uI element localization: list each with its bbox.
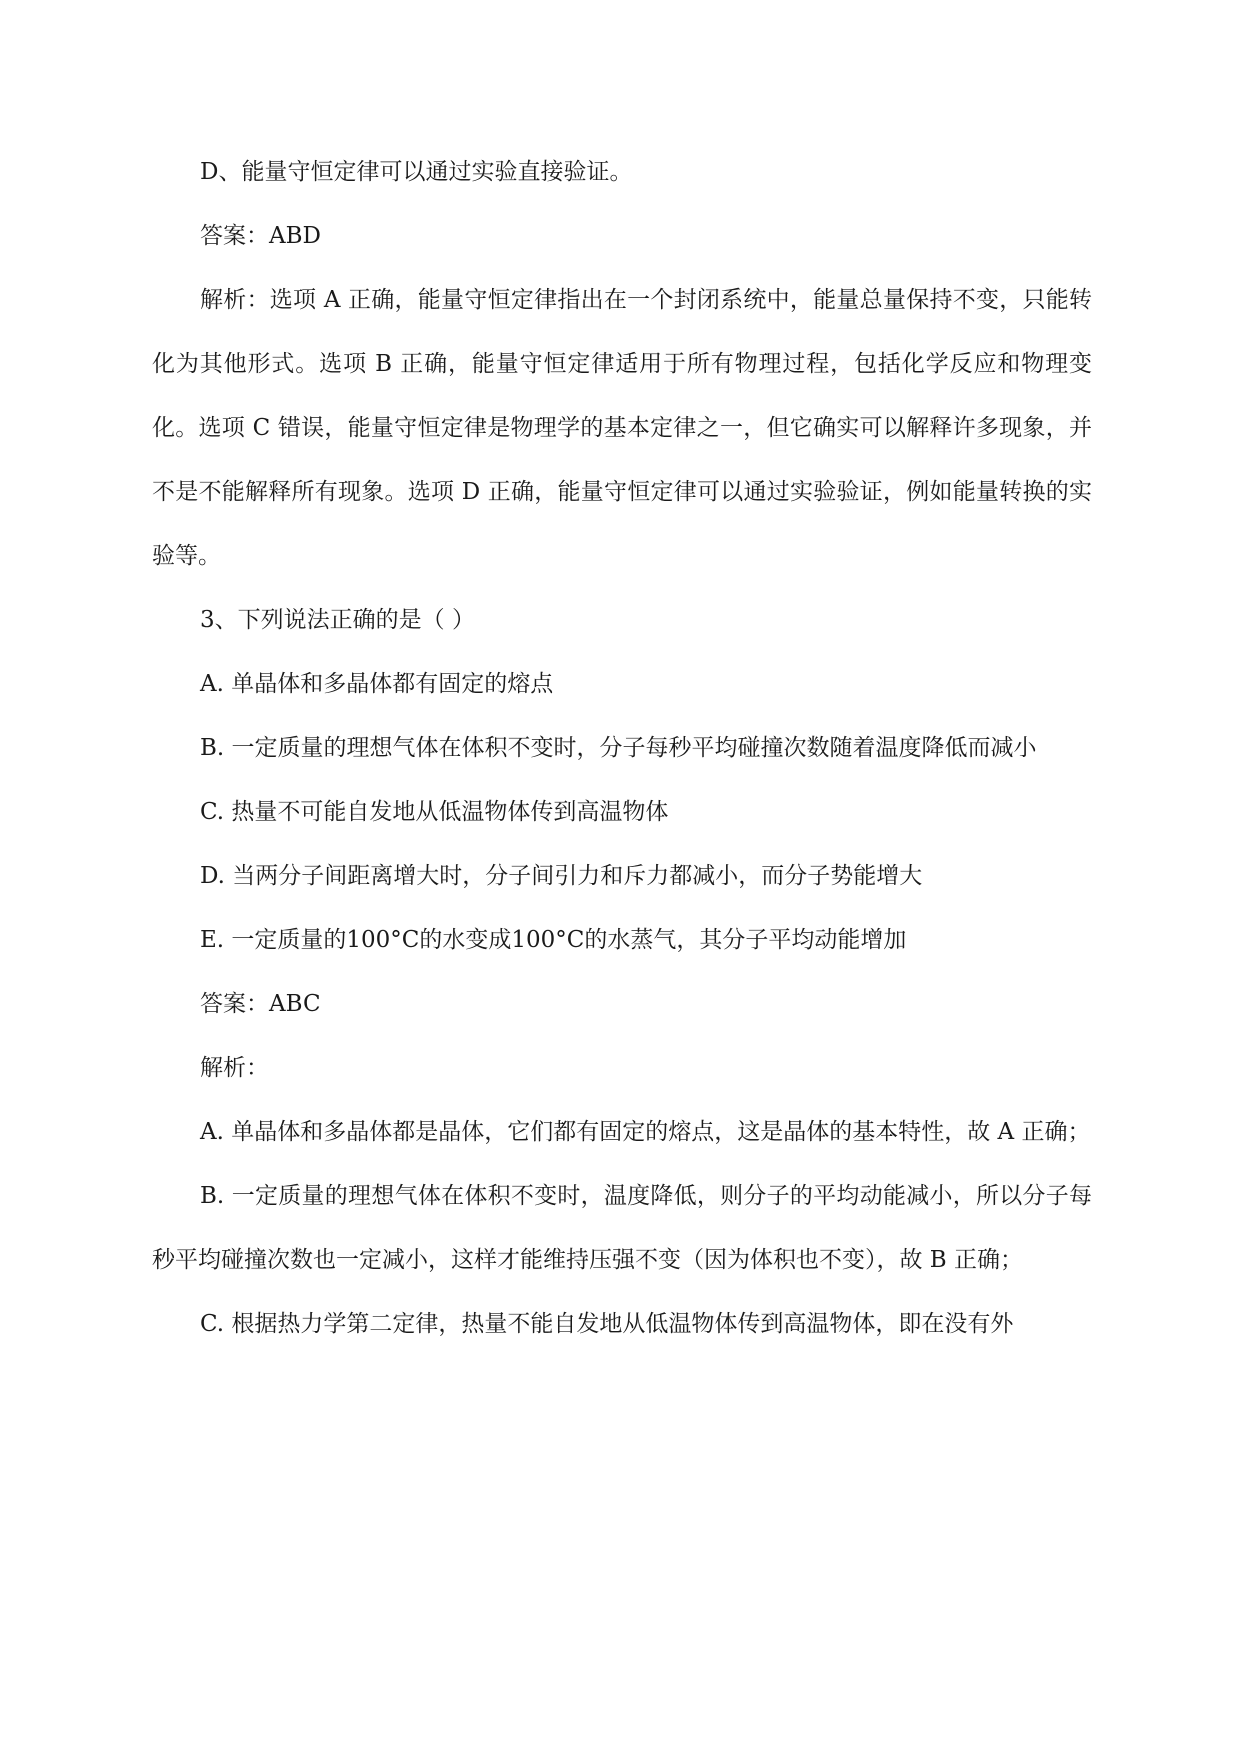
analysis-q2: 解析：选项 A 正确，能量守恒定律指出在一个封闭系统中，能量总量保持不变，只能转化为其他形式。选项 B 正确，能量守恒定律适用于所有物理过程，包括化学反应和物理变化。选项 C 错误，能量守恒定律是物理学的基本定律之一，但它确实可以解释许多现象，并不是不能解释所有现象。选项 D 正确，能量守恒定律可以通过实验验证，例如能量转换的实验等。 [152,287,1092,569]
analysis-a: A. 单晶体和多晶体都是晶体，它们都有固定的熔点，这是晶体的基本特性，故 A 正确； [200,1119,1091,1145]
option-d: D. 当两分子间距离增大时，分子间引力和斥力都减小，而分子势能增大 [200,863,923,889]
answer-q3: 答案：ABC [200,991,321,1017]
option-e: E. 一定质量的100°C的水变成100°C的水蒸气，其分子平均动能增加 [200,927,907,953]
question-3: 3、下列说法正确的是（ ） [200,607,475,633]
document-page [152,140,1092,1356]
option-d-statement: D、能量守恒定律可以通过实验直接验证。 [200,159,633,185]
analysis-c: C. 根据热力学第二定律，热量不能自发地从低温物体传到高温物体，即在没有外 [200,1311,1014,1337]
option-a: A. 单晶体和多晶体都有固定的熔点 [200,671,554,697]
option-b: B. 一定质量的理想气体在体积不变时，分子每秒平均碰撞次数随着温度降低而减小 [200,735,1037,761]
analysis-heading: 解析： [200,1055,269,1081]
analysis-b: B. 一定质量的理想气体在体积不变时，温度降低，则分子的平均动能减小，所以分子每秒平均碰撞次数也一定减小，这样才能维持压强不变（因为体积也不变），故 B 正确； [152,1183,1092,1273]
option-c: C. 热量不可能自发地从低温物体传到高温物体 [200,799,669,825]
answer-q2: 答案：ABD [200,223,321,249]
